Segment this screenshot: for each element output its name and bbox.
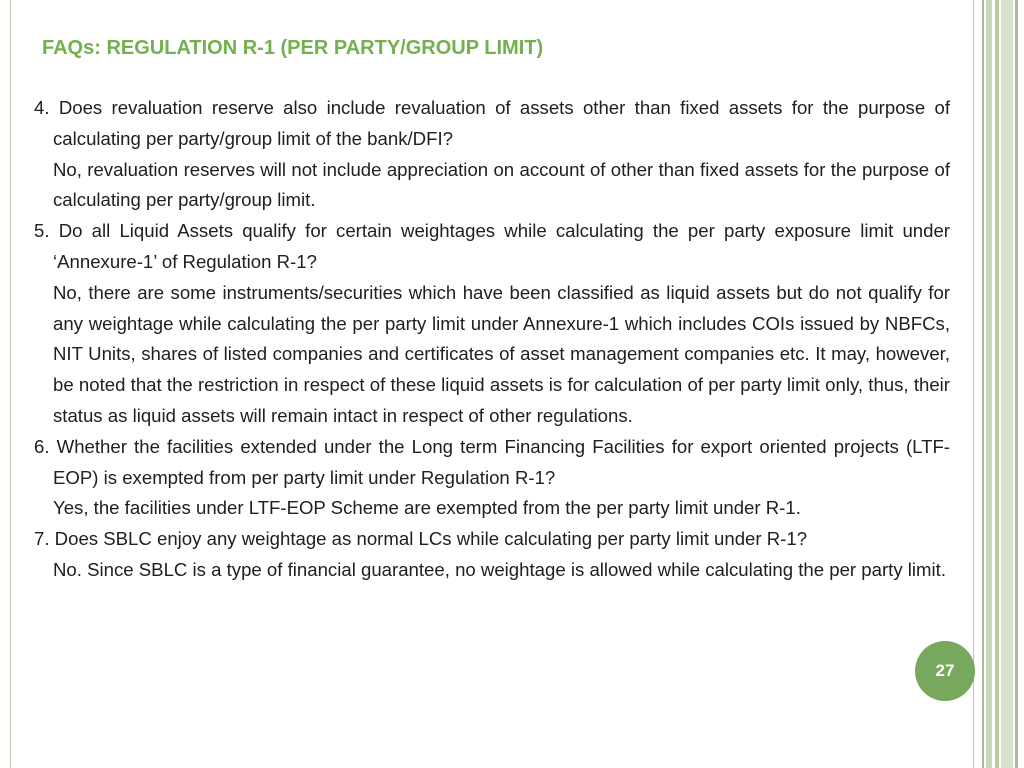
faq-item-5 [34,216,950,432]
faq-question: 4. Does revaluation reserve also include revaluation of assets other than fixed assets for the purpose of calculating per party/group limit of the bank/DFI? [34,97,950,149]
faq-question: 6. Whether the facilities extended under the Long term Financing Facilities for export oriented projects (LTF-EOP) is exempted from per party limit under Regulation R-1? [34,435,950,488]
faq-question: 7. Does SBLC enjoy any weightage as normal LCs while calculating per party limit under R-1? [34,528,808,550]
stripe [986,0,992,768]
faq-question: 5. Do all Liquid Assets qualify for certain weightages while calculating the per party exposure limit under ‘Annexure-1’ of Regulation R-1? [34,220,950,272]
slide-title: FAQs: REGULATION R-1 (PER PARTY/GROUP LIMIT) [42,37,544,59]
faq-answer: No, revaluation reserves will not include appreciation on account of other than fixed assets for the purpose of calculating per party/group limit. [53,158,950,211]
faq-item-6 [34,432,950,524]
faq-item-7 [34,524,950,586]
stripe [995,0,999,768]
stripe [982,0,984,768]
page-number-badge: 27 [915,641,975,701]
faq-answer: No, there are some instruments/securities which have been classified as liquid assets but do not qualify for any weightage while calculating the per party limit under Annexure-1 which includes COIs issued by NBFCs, NIT Units, shares of listed companies and certificates of asset management companies etc. It may, however, be noted that the restriction in respect of these liquid assets is for calculation of per party limit only, thus, their status as liquid assets will remain intact in respect of other regulations. [53,281,950,426]
stripe [1015,0,1018,768]
faq-item-4 [34,93,950,216]
decorative-stripes [974,0,1024,768]
faq-list [34,93,950,586]
faq-answer: Yes, the facilities under LTF-EOP Scheme are exempted from the per party limit under R-1. [53,497,801,519]
stripe [1001,0,1013,768]
faq-answer: No. Since SBLC is a type of financial guarantee, no weightage is allowed while calculating the per party limit. [53,558,946,580]
